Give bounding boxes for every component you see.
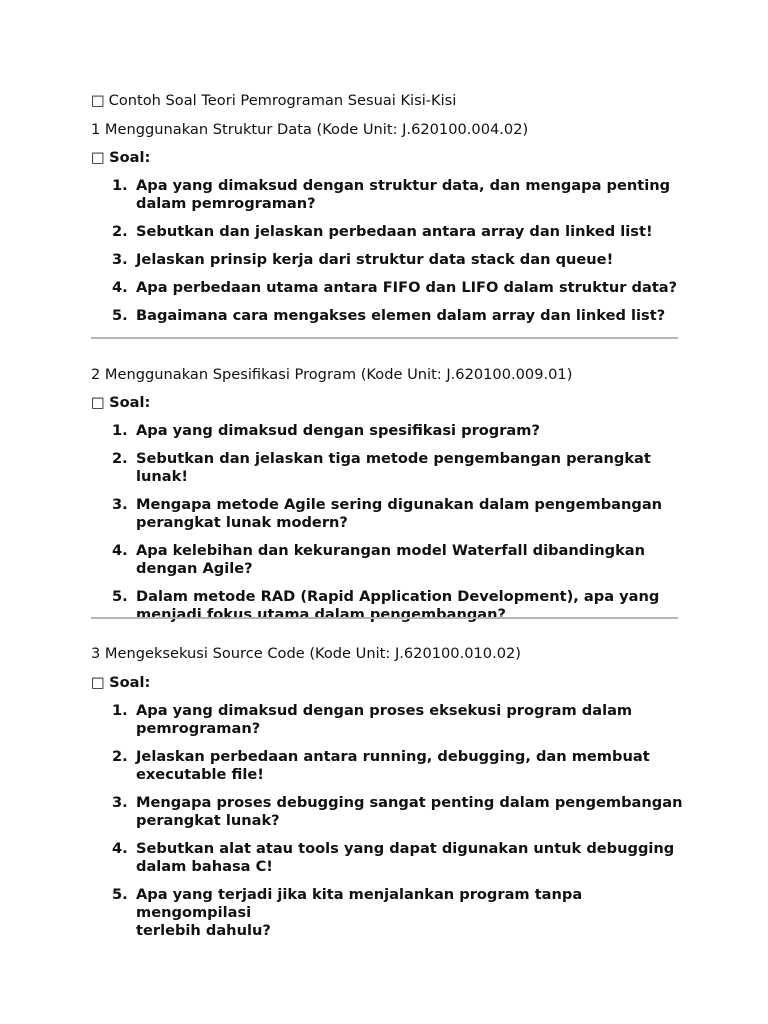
- document-title: [91, 92, 456, 110]
- question-number: 5.: [112, 588, 128, 605]
- question-line: dengan Agile?: [136, 560, 253, 577]
- section-divider: [91, 337, 678, 339]
- question-number: 4.: [112, 542, 128, 559]
- question-line: Dalam metode RAD (Rapid Application Development), apa yang: [136, 588, 660, 605]
- question-line: Mengapa proses debugging sangat penting dalam pengembangan: [136, 794, 683, 811]
- question-line: perangkat lunak?: [136, 812, 280, 829]
- question-item: [112, 840, 696, 876]
- question-line: Mengapa metode Agile sering digunakan dalam pengembangan: [136, 496, 663, 513]
- question-number: 1.: [112, 177, 128, 194]
- question-line: dalam pemrograman?: [136, 195, 316, 212]
- question-line: Sebutkan dan jelaskan perbedaan antara array dan linked list!: [136, 223, 653, 240]
- question-number: 3.: [112, 251, 128, 268]
- question-item: [112, 223, 696, 241]
- question-line: Sebutkan alat atau tools yang dapat digunakan untuk debugging: [136, 840, 675, 857]
- question-number: 4.: [112, 840, 128, 857]
- question-item: [112, 450, 696, 486]
- question-line: Sebutkan dan jelaskan tiga metode pengembangan perangkat lunak!: [136, 450, 651, 485]
- question-number: 1.: [112, 702, 128, 719]
- soal-glyph-icon: □: [91, 674, 105, 691]
- soal-glyph-icon: □: [91, 149, 105, 166]
- question-line: Apa perbedaan utama antara FIFO dan LIFO dalam struktur data?: [136, 279, 678, 296]
- section-2-heading: 2 Menggunakan Spesifikasi Program (Kode Unit: J.620100.009.01): [91, 366, 573, 383]
- question-item: [112, 702, 696, 738]
- title-glyph-icon: □: [91, 92, 105, 109]
- question-line: dalam bahasa C!: [136, 858, 273, 875]
- section-2-question-list: [112, 422, 696, 624]
- question-item: [112, 307, 696, 325]
- section-3-heading: 3 Mengeksekusi Source Code (Kode Unit: J.620100.010.02): [91, 645, 521, 662]
- question-item: [112, 748, 696, 784]
- question-line: Apa yang dimaksud dengan proses eksekusi program dalam: [136, 702, 633, 719]
- section-2-soal: [91, 394, 150, 412]
- question-line: Bagaimana cara mengakses elemen dalam array dan linked list?: [136, 307, 666, 324]
- section-1-question-list: [112, 177, 696, 325]
- question-line: perangkat lunak modern?: [136, 514, 348, 531]
- question-line: Apa kelebihan dan kekurangan model Waterfall dibandingkan: [136, 542, 646, 559]
- question-item: [112, 542, 696, 578]
- question-line: Apa yang terjadi jika kita menjalankan program tanpa mengompilasi: [136, 886, 583, 921]
- question-item: [112, 886, 696, 940]
- question-line: executable file!: [136, 766, 264, 783]
- section-3-soal: [91, 674, 150, 692]
- question-item: [112, 422, 696, 440]
- question-line: pemrograman?: [136, 720, 261, 737]
- question-line: Jelaskan prinsip kerja dari struktur data stack dan queue!: [136, 251, 614, 268]
- soal-label: Soal:: [109, 149, 151, 166]
- question-number: 2.: [112, 748, 128, 765]
- section-1-heading: 1 Menggunakan Struktur Data (Kode Unit: J.620100.004.02): [91, 121, 529, 138]
- question-item: [112, 496, 696, 532]
- question-item: [112, 794, 696, 830]
- question-item: [112, 251, 696, 269]
- question-line: Apa yang dimaksud dengan struktur data, dan mengapa penting: [136, 177, 671, 194]
- question-line: Jelaskan perbedaan antara running, debugging, dan membuat: [136, 748, 650, 765]
- soal-glyph-icon: □: [91, 394, 105, 411]
- question-number: 3.: [112, 794, 128, 811]
- question-number: 2.: [112, 450, 128, 467]
- question-line: menjadi fokus utama dalam pengembangan?: [136, 606, 507, 623]
- question-number: 2.: [112, 223, 128, 240]
- question-item: [112, 279, 696, 297]
- question-line: Apa yang dimaksud dengan spesifikasi program?: [136, 422, 540, 439]
- section-3-question-list: [112, 702, 696, 940]
- question-number: 1.: [112, 422, 128, 439]
- question-number: 3.: [112, 496, 128, 513]
- question-number: 5.: [112, 307, 128, 324]
- soal-label: Soal:: [109, 394, 151, 411]
- document-title-text: Contoh Soal Teori Pemrograman Sesuai Kisi-Kisi: [108, 92, 457, 109]
- question-number: 4.: [112, 279, 128, 296]
- question-item: [112, 177, 696, 213]
- soal-label: Soal:: [109, 674, 151, 691]
- question-line: terlebih dahulu?: [136, 922, 271, 939]
- section-divider: [91, 617, 678, 619]
- section-1-soal: [91, 149, 150, 167]
- question-number: 5.: [112, 886, 128, 903]
